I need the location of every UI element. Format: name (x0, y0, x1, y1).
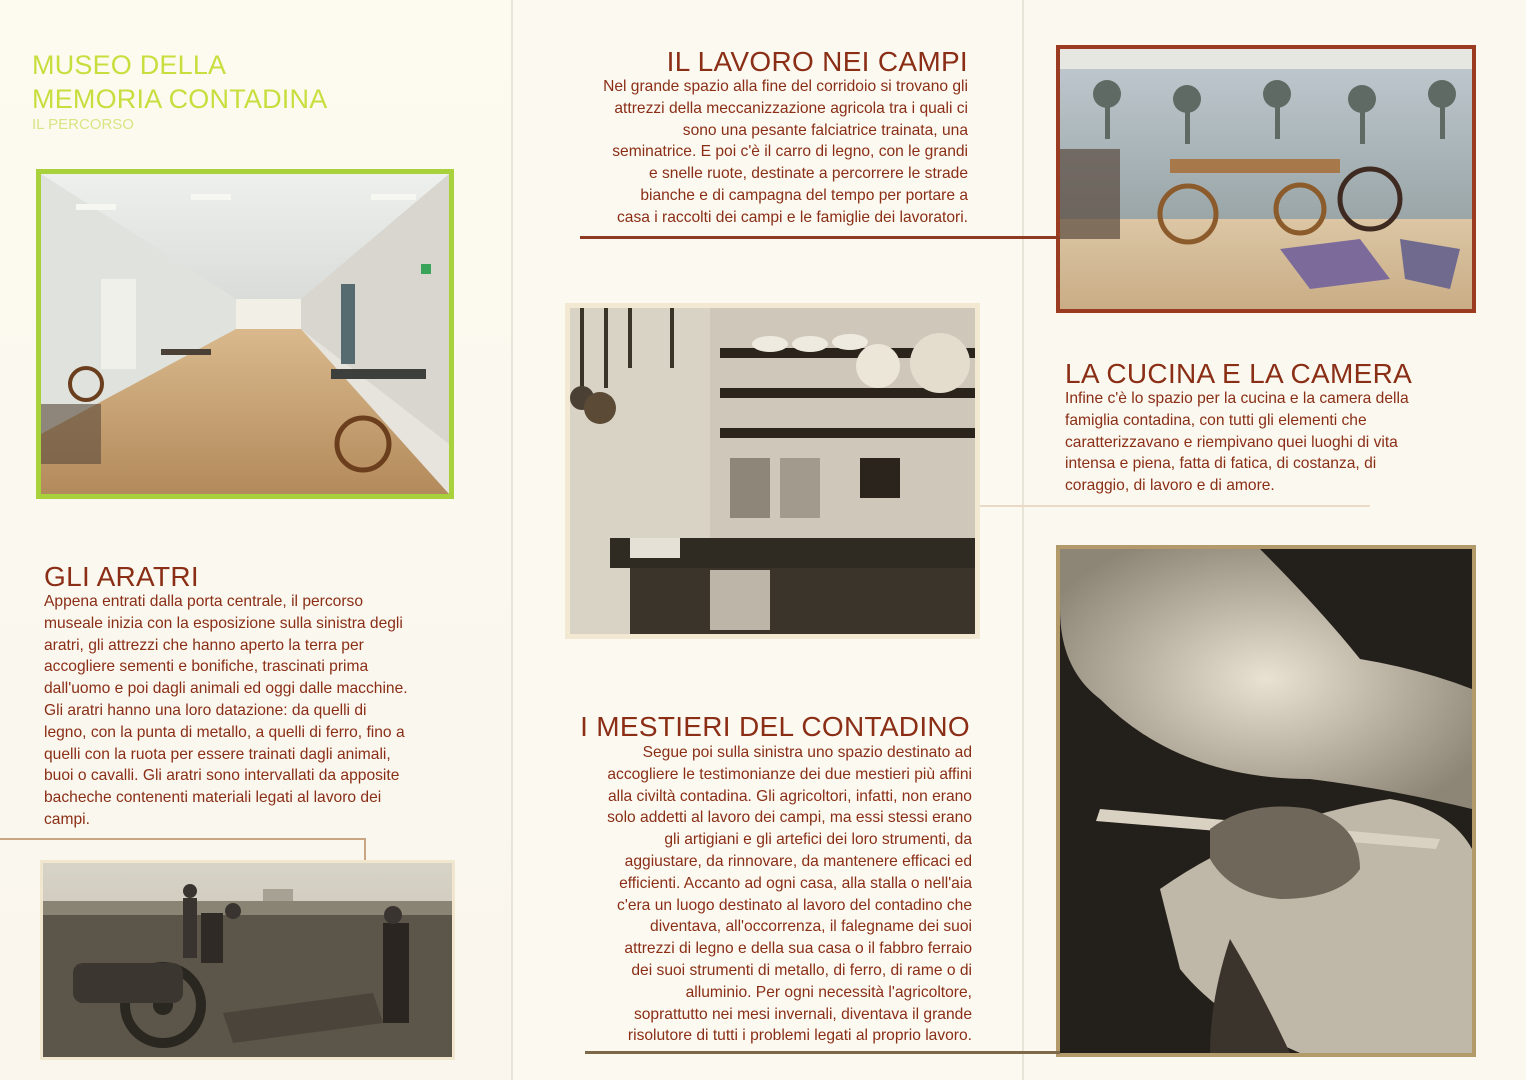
text-line: buoi o cavalli. Gli aratri sono intervallati da apposite (44, 767, 400, 785)
text-line: risolutore di tutti i problemi legati al proprio lavoro. (627, 1027, 972, 1045)
text-line: e snelle ruote, destinate a percorrere le strade (649, 165, 968, 183)
fold-line-right (1022, 0, 1024, 1080)
heading-cucina: LA CUCINA E LA CAMERA (1065, 358, 1413, 389)
text-line: efficienti. Accanto ad ogni casa, alla stalla o nell'aia (619, 874, 972, 892)
text-mestieri (528, 742, 972, 1047)
text-line: sono una pesante falciatrice trainata, una (682, 121, 968, 139)
museum-title-line2: MEMORIA CONTADINA (32, 84, 328, 114)
text-line: soprattutto nei mesi invernali, diventava il grande (633, 1005, 972, 1023)
text-line: Gli aratri hanno una loro datazione: da quelli di (44, 701, 367, 719)
text-line: campi. (44, 810, 90, 828)
heading-aratri: GLI ARATRI (44, 561, 199, 592)
text-line: legno, con la punta di metallo, a quelli di ferro, fino a (44, 723, 405, 741)
text-lavoro (528, 76, 968, 229)
text-line: aggiustare, da rinnovare, da mantenere efficaci ed (624, 852, 972, 870)
text-line: bianche e di campagna del tempo per portare a (640, 186, 968, 204)
corridor-photo-illustration (41, 174, 449, 494)
corridor-photo (36, 169, 454, 499)
text-line: casa i raccolti dei campi e le famiglie dei lavoratori. (616, 208, 968, 226)
text-line: famiglia contadina, con tutti gli elementi che (1065, 411, 1367, 429)
text-cucina (1065, 388, 1485, 497)
text-line: caratterizzavano e riempivano quei luoghi di vita (1065, 433, 1398, 451)
museum-title-line1: MUSEO DELLA (32, 50, 227, 80)
text-line: dei suoi strumenti di metallo, di ferro, di rame o di (631, 961, 972, 979)
kitchen-photo (565, 303, 980, 639)
text-line: c'era un luogo destinato al lavoro del contadino che (617, 896, 972, 914)
text-line: seminatrice. E poi c'è il carro di legno, con le grandi (612, 143, 968, 161)
divider-line (0, 838, 365, 840)
hands-photo-illustration (1060, 549, 1472, 1053)
text-line: gli artigiani e gli artefici dei loro strumenti, da (664, 831, 972, 849)
text-line: Nel grande spazio alla fine del corridoio si trovano gli (603, 78, 968, 95)
text-line: accogliere sementi e bonifiche, trascinati prima (44, 658, 369, 676)
tractor-photo-illustration (43, 863, 452, 1057)
heading-mestieri: I MESTIERI DEL CONTADINO (580, 711, 970, 742)
text-line: attrezzi di legno e della sua casa o il fabbro ferraio (624, 940, 972, 958)
text-line: intensa e piena, fatta di fatica, di costanza, di (1065, 455, 1377, 473)
text-line: accogliere le testimonianze dei due mestieri più affini (607, 765, 972, 783)
divider-line (975, 1051, 1060, 1054)
museum-title (32, 48, 327, 116)
text-line: Infine c'è lo spazio per la cucina e la camera della (1065, 390, 1409, 407)
fold-line-left (511, 0, 513, 1080)
kitchen-photo-illustration (570, 308, 975, 634)
text-line: Appena entrati dalla porta centrale, il percorso (44, 593, 363, 610)
divider-line (980, 505, 1370, 507)
tractor-photo (40, 860, 455, 1060)
text-line: attrezzi della meccanizzazione agricola tra i quali ci (614, 99, 968, 117)
text-line: museale inizia con la esposizione sulla sinistra degli (44, 614, 403, 632)
hands-photo (1056, 545, 1476, 1057)
divider-line (364, 838, 366, 860)
machinery-photo (1056, 45, 1476, 313)
machinery-photo-illustration (1060, 49, 1472, 309)
text-aratri (44, 591, 474, 831)
text-line: alluminio. Per ogni necessità l'agricoltore, (685, 983, 972, 1001)
text-line: coraggio, di lavoro e di amore. (1065, 477, 1275, 495)
text-line: quelli con la ruota per essere trainati dagli animali, (44, 745, 391, 763)
divider-line (1020, 236, 1060, 239)
text-line: aratri, gli attrezzi che hanno aperto la terra per (44, 636, 364, 654)
text-line: bacheche contenenti materiali legati al lavoro dei (44, 789, 382, 807)
text-line: diventava, all'occorrenza, il falegname dei suoi (650, 918, 972, 936)
divider-line (580, 236, 1058, 239)
text-line: alla civiltà contadina. Gli agricoltori, infatti, non erano (607, 787, 972, 805)
museum-subtitle: IL PERCORSO (32, 116, 134, 133)
text-line: dall'uomo e poi dagli animali ed oggi dalle macchine. (44, 680, 408, 698)
text-line: Segue poi sulla sinistra uno spazio destinato ad (642, 744, 972, 761)
heading-lavoro: IL LAVORO NEI CAMPI (666, 46, 968, 77)
text-line: solo addetti al lavoro dei campi, ma essi stessi erano (607, 809, 972, 827)
